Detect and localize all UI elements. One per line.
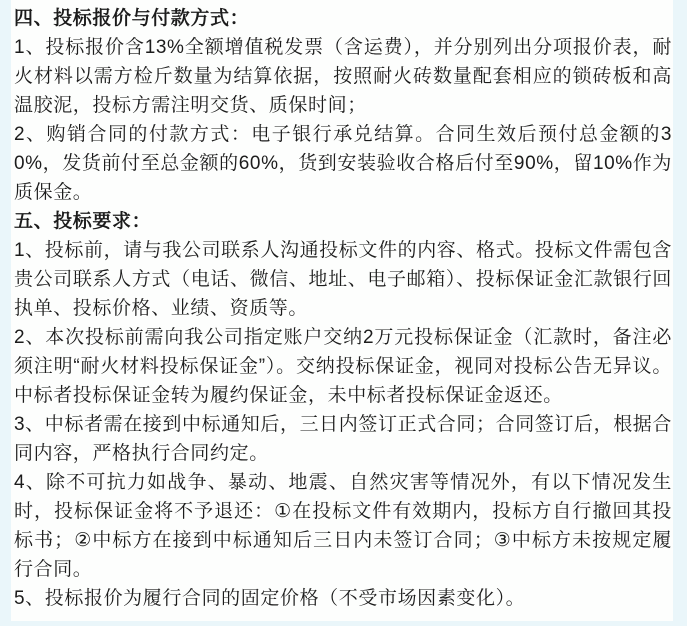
clause-contract-payment-terms: 2、购销合同的付款方式：电子银行承兑结算。合同生效后预付总金额的30%，发货前付至总金额的60%，货到安装验收合格后付至90%，留10%作为质保金。 xyxy=(14,124,672,203)
clause-pre-bid-communication: 1、投标前，请与我公司联系人沟通投标文件的内容、格式。投标文件需包含贵公司联系人方式（电话、微信、地址、电子邮箱）、投标保证金汇款银行回执单、投标价格、业绩、资质等。 xyxy=(14,240,672,319)
clause-deposit-forfeiture-conditions: 4、除不可抗力如战争、暴动、地震、自然灾害等情况外，有以下情况发生时，投标保证金将不予退还：①在投标文件有效期内，投标方自行撤回其投标书；②中标方在接到中标通知后三日内未签订合同；③中标方未按规定履行合同。 xyxy=(14,472,672,580)
section-heading-bid-requirements: 五、投标要求： xyxy=(14,211,152,232)
clause-bid-deposit: 2、本次投标前需向我公司指定账户交纳2万元投标保证金（汇款时，备注必须注明“耐火材料投标保证金”）。交纳投标保证金，视同对投标公告无异议。中标者投标保证金转为履约保证金，未中标者投标保证金返还。 xyxy=(14,327,672,406)
clause-bid-quote-tax-invoice: 1、投标报价含13%全额增值税发票（含运费），并分别列出分项报价表，耐火材料以需方检斤数量为结算依据，按照耐火砖数量配套相应的锁砖板和高温胶泥，投标方需注明交货、质保时间； xyxy=(14,37,672,116)
clause-contract-signing: 3、中标者需在接到中标通知后，三日内签订正式合同；合同签订后，根据合同内容，严格执行合同约定。 xyxy=(14,414,672,464)
clause-fixed-price: 5、投标报价为履行合同的固定价格（不受市场因素变化）。 xyxy=(14,588,526,609)
section-heading-bid-quote-and-payment: 四、投标报价与付款方式： xyxy=(14,8,250,29)
tender-notice-document xyxy=(11,0,673,621)
